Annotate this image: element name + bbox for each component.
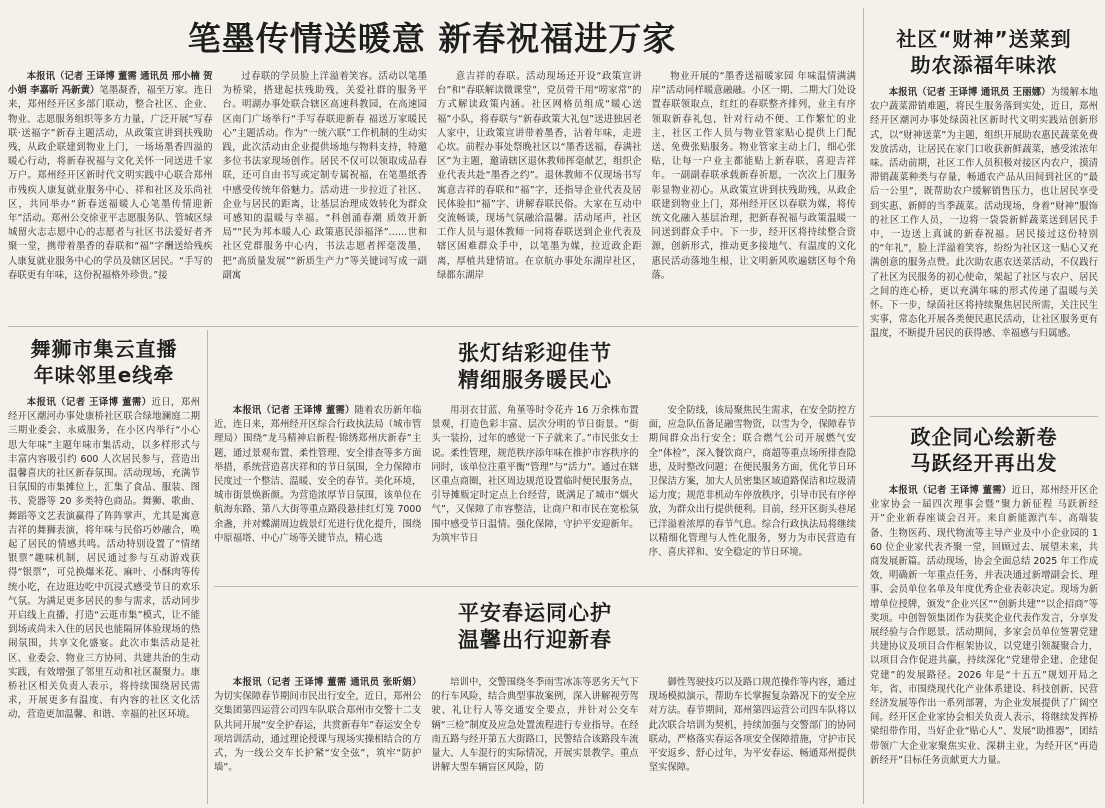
byline: 本报讯（记者 王译博 董需 通讯员 张昕娟） (232, 677, 422, 688)
body-text: 为缓解本地农户蔬菜滞销难题，将民生服务落到实处，近日，郑州经开区潮河办事处绿茵社区新时代文明实践站创新形式，以“财神送菜”为主题，组织开展助农惠民蔬菜免费发放活动，让居民在家门口收获新鲜蔬菜，感受浓浓年味。活动前期，社区工作人员积极对接区内农户，摸清滞销蔬菜种类与存量，畅通农产品从田间到社区的“最后一公里”，既帮助农户缓解销售压力，也让居民享受到实惠、新鲜的当季蔬菜。活动现场，身着“财神”服饰的社区工作人员，一边将一袋袋新鲜蔬菜送到居民手中，一边送上真诚的新春祝福。居民接过这份特别的“年礼”，脸上洋溢着笑容，纷纷为社区这一贴心又充满创意的服务点赞。此次助农惠农送菜活动，不仅践行了社区为民服务的初心使命，架起了社区与农户、居民之间的连心桥，更以充满年味的形式传递了温暖与关怀。下一步，绿茵社区将持续聚焦居民所需，关注民生实事，常态化开展各类便民惠民活动，让社区服务更有温度，不断提升居民的获得感、幸福感与归属感。 (870, 87, 1098, 340)
article-vegetable-delivery (870, 6, 1098, 416)
headline-line: 张灯结彩迎佳节 (458, 341, 612, 365)
headline-spring-transport (214, 594, 856, 676)
article-lantern-festival (214, 330, 856, 578)
headline-line: 舞狮市集云直播 (30, 337, 178, 361)
article-column: 过春联的学员脸上洋溢着笑容。活动以笔墨为桥梁，搭建起扶残助残，关爱社群的服务平台。明湖办事处联合辖区高速科教园，在高速园区南门广场举行“手写春联迎新春 福送万家暖民心”主题活动。作为“一统六联”工作机制的生动实践，此次活动由企业提供场地与物料支持，特邀多位书法家现场创作。居民不仅可以领取成品春联，还可自由书写或定制专属祝福，在笔墨纸香中感受传统年俗魅力。活动进一步拉近了社区、企业与居民的距离，让基层治理成效转化为群众可感知的温暖与幸福。“科创涌春潮 质效开新局”“民为邦本暖人心 政策惠民添福泽”……世和社区党群服务中心内，书法志愿者挥毫泼墨，把“高质量发展”“新质生产力”等关键词写成一副副寓 (222, 71, 427, 281)
section-divider (214, 586, 858, 587)
article-column: 御性驾驶技巧以及路口规范操作等内容，通过现场模拟演示，帮助车长掌握复杂路况下的安全应对方法。春节期间，郑州第四运营公司四车队将以此次联合培训为契机，持续加强与交警部门的协同联动，严格落实春运各项安全保障措施，守护市民平安返乡、舒心过年，为平安春运、畅通郑州提供坚实保障。 (648, 677, 856, 774)
body-text: 近日，郑州经开区企业家协会一届四次理事会暨“聚力新征程 马跃新经开”企业新春座谈会召开。来自新能源汽车、高端装备、生物医药、现代物流等主导产业及中小企业园的 160 位企业家代表齐聚一堂，回顾过去、展望未来，共商发展新篇。活动现场，协会全面总结 2025 年工作成效，明确新一年重点任务，并表决通过新增副会长、理事、会员单位名单及年度优秀企业表彰决定。现场为新增单位授牌，颁发“企业兴区”“创新共建”“以企招商”等奖项。中创智领集团作为获奖企业代表作发言，分享发展经验与合作愿景。活动期间，多家会员单位签署党建共建协议及项目合作框架协议，以党建引领凝聚合力，以项目合作促进共赢，持续深化“党建带企建、企建促党建”的发展路径。2026 年是“十五五”规划开局之年，省、市围绕现代化产业体系建设、科技创新、民营经济发展等作出一系列部署，为企业发展提供了广阔空间。经开区企业家协会相关负责人表示，将继续发挥桥梁纽带作用，当好企业“贴心人”、发展“助推器”，团结带领广大企业家聚焦实业、深耕主业，为经开区“再造新经开”目标任务贡献更大力量。 (870, 485, 1098, 766)
byline: 本报讯（记者 王译博 董需） (232, 405, 355, 416)
headline-line: 助农添福年味浓 (910, 53, 1058, 77)
article-column: 用羽衣甘蓝、角堇等时令花卉 16 万余株布置景观，打造色彩丰富、层次分明的节日街景。“街头一装扮，过年的感觉一下子就来了。”市民张女士说。柔性管理，规范秩序添年味在推护市容秩序的同时，该单位注重平衡“管理”与“活力”。通过在辖区重点商圈，社区周边规范设置临时便民服务点，引导摊贩定时定点上台经营，既满足了城市“烟火气”，又保障了市容整洁，让商户和市民在宽松氛围中感受节日温情。强化保障，守护平安迎新年。为筑牢节日 (431, 405, 639, 544)
article-body (870, 86, 1098, 412)
byline: 本报讯（记者 王译博 通讯员 王丽娜） (888, 87, 1051, 98)
article-spring-transport (214, 594, 856, 804)
headline-vegetable (870, 6, 1098, 86)
headline-line: 政企同心绘新卷 (910, 425, 1058, 449)
headline-line: 社区“财神”送菜到 (896, 27, 1072, 51)
article-column: 培训中，交警围绕冬季雨雪冰冻等恶劣天气下的行车风险，结合典型事故案例，深入讲解视劳驾驶、礼让行人等交通安全要点，并针对公交车辆“三检”制度及应急处置流程进行专业指导。在经南五路与经开第五大街路口，民警结合该路段车流量大、人车混行的实际情况，开展实景教学。重点讲解大型车辆盲区风险，防 (431, 677, 639, 774)
headline-lion-dance (8, 330, 200, 396)
section-divider (870, 416, 1098, 417)
article-government-enterprise (870, 420, 1098, 804)
section-divider (8, 326, 858, 327)
column-divider (863, 8, 864, 804)
column-text: 笔墨凝香，福至万家。连日来，郑州经开区多部门联动，整合社区、企业、物业、志愿服务组织等多方力量，广泛开展“写春联·送福字”新春主题活动，从政策宣讲到扶残助残，从政企联建到物业上门，一场场墨香四溢的暖心行动，将新春祝福与文化关怀一同送进千家万户。郑州经开区新时代文明实践中心联合郑州市残疾人康复就业服务中心、祥和社区及乐尚社区，共同举办“新春送福暖人心笔墨传情迎新年”活动。郑州公交徐亚平志愿服务队、管城区绿城留火志志愿中心的志愿者与社区书法爱好者齐聚一堂，携带着墨香的春联和“福”字酬送给残疾人康复就业服务中心的学员及辖区居民。“手写的春联更有年味，这份祝福格外珍贵。”接 (8, 85, 213, 281)
article-body (870, 484, 1098, 802)
column-text: 为切实保障春节期间市民出行安全，近日，郑州公交集团第四运营公司四车队联合郑州市交警十二支队共同开展“安全护春运，共赏新春年”春运安全专项培训活动，通过理论授课与现场实操相结合的方式，为一线公交车长护紧“安全弦”，筑牢“防护墙”。 (214, 691, 422, 774)
article-column: 安全防线，该局聚焦民生需求，在安全防控方面，应急队伍备足融雪物资，以雪为令，保障春节期间群众出行安全；联合燃气公司开展燃气安全“体检”，深入餐饮商户，商超等重点场所排查隐患，及时整改问题；在便民服务方面，优化节日环卫保洁方案，加大人员密集区域道路保洁和垃圾清运力度；规范非机动车停放秩序，引导市民有序停放，为群众出行提供便利。目前，经开区街头巷尾已洋溢着浓厚的春节气息。综合行政执法局将继续以精细化管理与人性化服务，努力为市民营造有序、喜庆祥和、安全稳定的节日环境。 (648, 405, 856, 559)
headline-line: 平安春运同心护 (458, 601, 612, 625)
column-text: 随着农历新年临近，连日来，郑州经开区综合行政执法局（城市管理局）围绕“龙马精神启新程·锦绣郑州庆新春”主题，通过景观布置、柔性管理、安全排查等多方面举措，系统营造喜庆祥和的节日氛围，全力保障市民度过一个整洁、温暖、安全的春节。美化环境，城市街景焕新颜。为营造浓厚节日氛围，该单位在航海东路、第八大街等重点路段悬挂红灯笼 7000 余盏，并对蝶湖周边载景灯光进行优化提升，围绕中原福塔、中心广场等关键节点，精心选 (214, 405, 422, 544)
article-column (8, 70, 213, 320)
byline: 本报讯（记者 王译博 董需） (26, 397, 152, 408)
headline-line: 精细服务暖民心 (458, 368, 612, 392)
article-column: 意吉祥的春联。活动现场还开设“政策宣讲台”和“春联解读微课堂”，党员骨干用“唠家常”的方式解读政策内涵。社区网格员组成“暖心送福”小队，将春联与“新春政策大礼包”送进独居老人家中，让政策宣讲带着墨香，沾着年味，走进心坎。前程办事处祭晚社区以“墨香送福，春满社区”为主题，邀请辖区退休教师挥毫献艺，组织企业代表共赴“墨香之约”。退休教师不仅现场书写寓意吉祥的春联和“福”字，还指导企业代表及居民体验扣“福”字、讲解春联民俗。大家在互动中交流畅谈，现场气氛融洽温馨。活动尾声，社区工作人员与退休教师一同将春联送到企业代表及辖区困难群众手中，以笔墨为媒，拉近政企距离，厚植共建情谊。在京航办事处东湖岸社区，绿都东湖岸 (437, 71, 642, 281)
headline-line: 温馨出行迎新春 (458, 628, 612, 652)
article-column: 物业开展的“墨香送福暖家园 年味温情满满岸”活动同样暖意融融。小区一期、二期大门处设置春联领取点，红红的春联整齐排列，业主有序领取新春礼包，针对行动不便、工作繁忙的业主，社区工作人员与物业管家贴心提供上门配送、免费张贴服务。物业管家主动上门，细心张贴，让每一户业主都能贴上新春联，喜迎吉祥年。一副副春联承载新春祈愿，一次次上门服务彰显物业初心。从政策宣讲到扶残助残，从政企联建到物业上门，郑州经开区以春联为媒，将传统文化融入基层治理，把新春祝福与政策温暖一同送到群众手中。下一步，经开区将持续整合资源，创新形式，推动更多接地气、有温度的文化惠民活动落地生根，让文明新风吹遍辖区每个角落。 (651, 71, 856, 281)
byline: 本报讯（记者 王译博 董需） (888, 485, 1012, 496)
headline-main: 笔墨传情送暖意 新春祝福进万家 (187, 19, 677, 58)
article-column (214, 404, 421, 572)
byline: 本报讯（记者 王译博 董需 通讯员 邢小楠 贺小娟 李嘉昕 冯新黄） (8, 71, 213, 97)
article-body (8, 396, 200, 800)
body-text: 近日，郑州经开区潮河办事处康桥社区联合绿地澜庭二期三期业委会、永威服务，在小区内举行“小心思大年味”主题年味市集活动，以多样形式与丰富内容吸引约 600 人次居民参与，营造出温馨喜庆的社区新春氛围。活动现场，充满节日氛围的市集摊位上，汇集了食品、服装、图书、瓷器等 20 多类特色商品。舞狮、歌曲、舞蹈等文艺表演赢得了阵阵掌声，尤其是寓意吉祥的舞狮表演，将年味与民俗巧妙融合，唤起了居民的情感共鸣。活动特别设置了“情绪银票”趣味机制，居民通过参与互动游戏获得“银票”，可兑换爆米花、麻叶、小酥肉等传统小吃，在边逛边吃中沉浸式感受节日的欢乐气氛。为满足更多居民的参与需求，活动同步开启线上直播，打造“云逛市集”模式，让不能到场或尚未入住的居民也能隔屏体验现场的热闹氛围，共享文化盛宴。此次市集活动是社区、业委会、物业三方协同、共建共治的生动实践，有效增强了邻里互动和社区凝聚力。康桥社区相关负责人表示，将持续围绕居民需求，开展更多有温度、有内容的社区文化活动，营造更加温馨、和谐、幸福的社区环境。 (8, 397, 200, 721)
article-spring-couplets (8, 6, 856, 324)
headline-lantern (214, 330, 856, 404)
headline-government-enterprise (870, 420, 1098, 484)
headline-line: 年味邻里e线牵 (33, 363, 175, 387)
article-column (214, 676, 421, 800)
column-divider (207, 330, 208, 804)
article-lion-dance-market (8, 330, 200, 804)
headline-line: 马跃经开再出发 (910, 451, 1058, 475)
